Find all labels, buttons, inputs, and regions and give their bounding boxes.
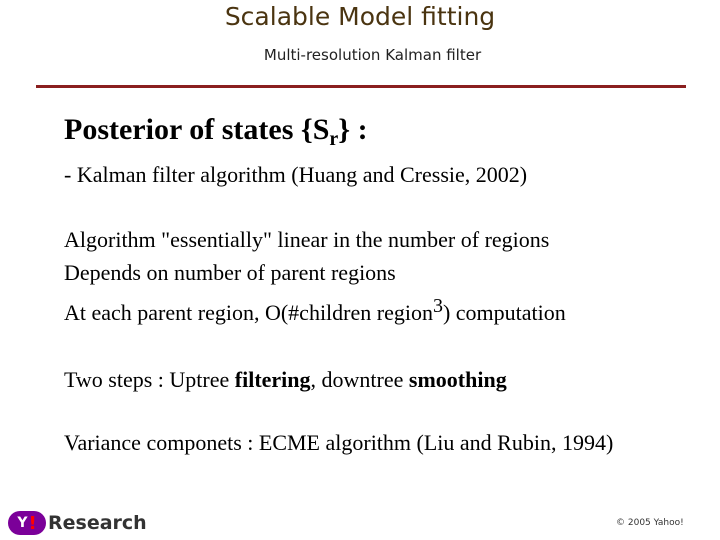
slide-title: Scalable Model fitting (224, 2, 496, 31)
computation-text-end: ) computation (442, 300, 566, 325)
heading-set-close: } : (338, 113, 368, 146)
text-parent-computation (64, 295, 566, 326)
two-steps-text: Two steps : Uptree (64, 367, 235, 392)
two-steps-mid: , downtree (310, 367, 409, 392)
smoothing-term: smoothing (408, 367, 507, 392)
yahoo-logo-icon: Y ! (8, 511, 46, 535)
slide-subtitle: Multi-resolution Kalman filter (263, 46, 482, 64)
computation-exponent: 3 (432, 295, 443, 317)
text-two-steps (64, 367, 507, 393)
section-heading (64, 113, 368, 150)
logo-research-text: Research (48, 512, 147, 534)
bullet-kalman-algorithm: - Kalman filter algorithm (Huang and Cressie, 2002) (64, 162, 528, 187)
heading-set-subscript: r (329, 128, 339, 150)
filtering-term: filtering (234, 367, 311, 392)
heading-set-open: {S (300, 113, 330, 146)
computation-text: At each parent region, O(#children region (64, 300, 433, 325)
text-parent-dependence: Depends on number of parent regions (64, 260, 396, 285)
title-divider (36, 85, 686, 88)
heading-text: Posterior of states (64, 113, 294, 146)
text-variance-components: Variance componets : ECME algorithm (Liu and Rubin, 1994) (64, 430, 614, 455)
text-linear-complexity: Algorithm "essentially" linear in the number of regions (64, 227, 550, 252)
copyright-notice: © 2005 Yahoo! (616, 518, 684, 528)
yahoo-research-logo (8, 510, 147, 536)
